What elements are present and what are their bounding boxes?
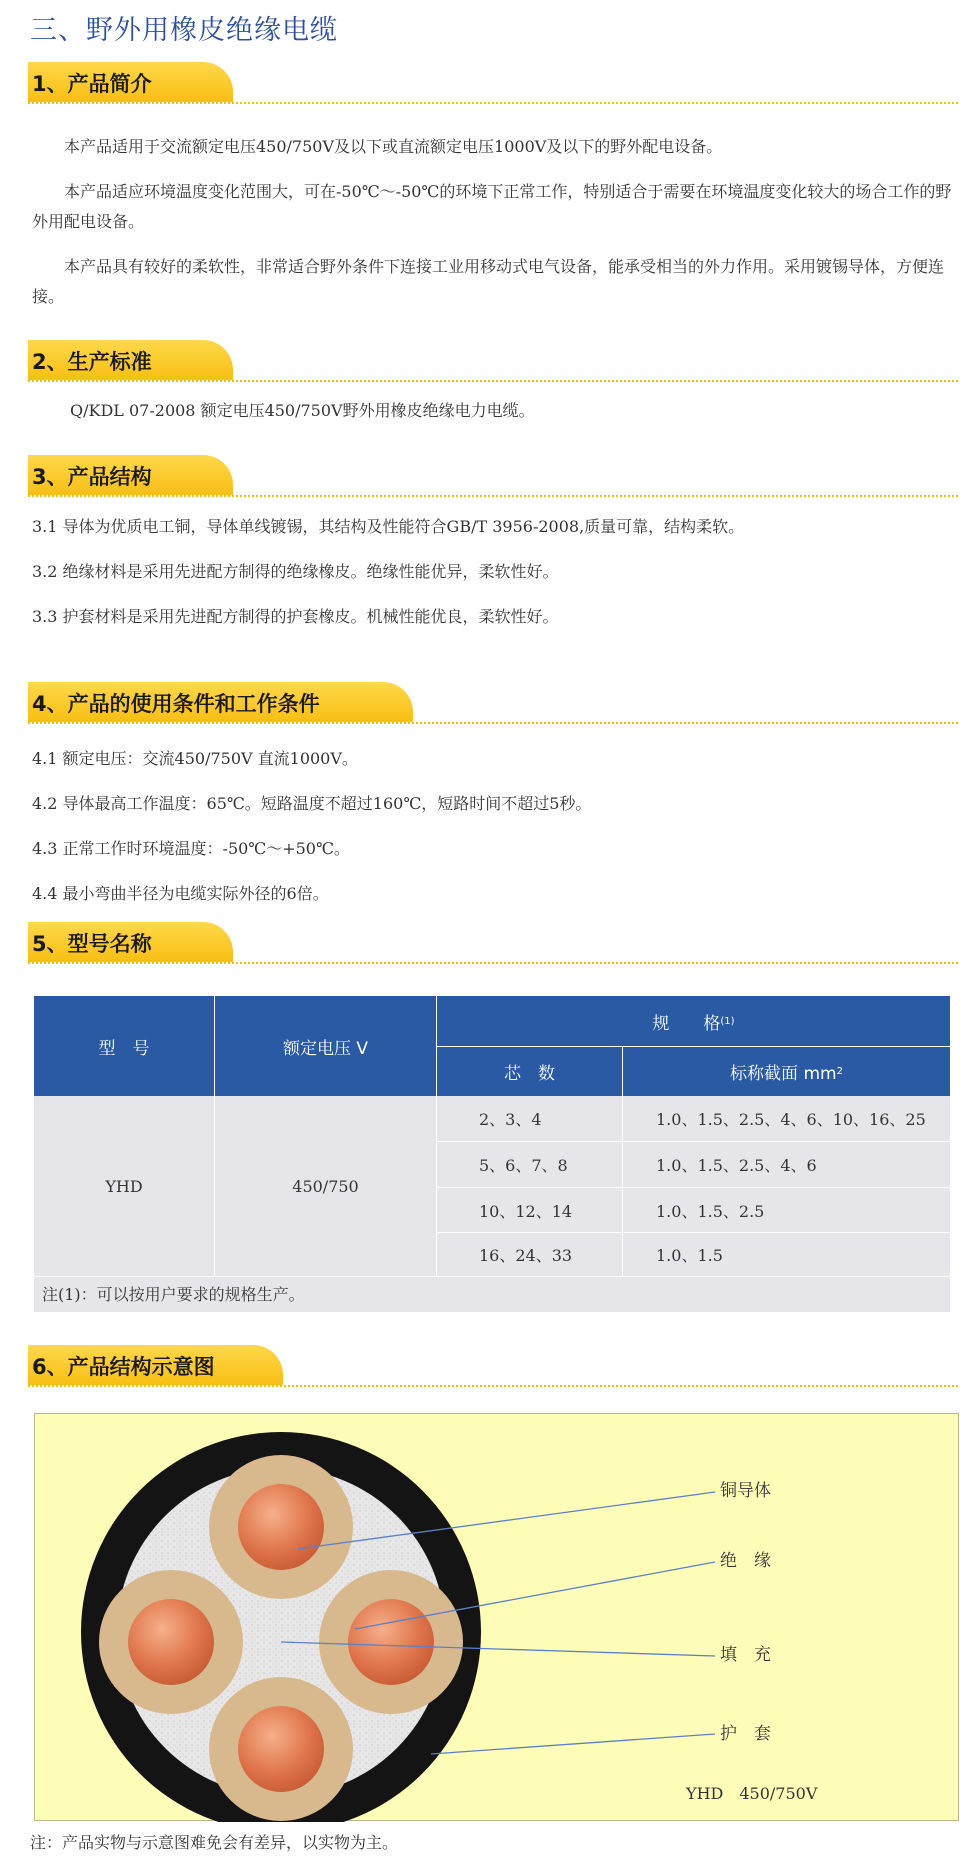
section-heading-label: 2、生产标准 [32, 350, 152, 374]
page-title: 三、野外用橡皮绝缘电缆 [30, 15, 338, 46]
label-insulation: 绝 缘 [720, 1551, 771, 1571]
section-heading-label: 5、型号名称 [32, 932, 152, 956]
table-row-cores: 2、3、4 [479, 1110, 542, 1129]
table-row-cores: 5、6、7、8 [479, 1156, 568, 1175]
standard-text: Q/KDL 07-2008 额定电压450/750V野外用橡皮绝缘电力电缆。 [70, 401, 535, 420]
section-heading-label: 3、产品结构 [32, 465, 152, 489]
structure-item-1: 3.1 导体为优质电工铜，导体单线镀锡，其结构及性能符合GB/T 3956-2008,质量可靠，结构柔软。 [32, 517, 745, 536]
structure-item-2: 3.2 绝缘材料是采用先进配方制得的绝缘橡皮。绝缘性能优异，柔软性好。 [32, 562, 559, 581]
header-section-label: 标称截面 mm [730, 1064, 837, 1084]
header-voltage: 额定电压 V [215, 996, 436, 1096]
label-model: YHD 450/750V [686, 1784, 818, 1803]
label-conductor: 铜导体 [720, 1481, 771, 1501]
cell-model: YHD [105, 1176, 143, 1196]
header-section-sup: 2 [836, 1066, 843, 1077]
cable-diagram [34, 1413, 959, 1821]
section-heading-conditions [28, 682, 958, 726]
model-table [34, 996, 950, 1312]
core-left [99, 1570, 243, 1714]
header-cores: 芯 数 [437, 1047, 622, 1096]
condition-item-4: 4.4 最小弯曲半径为电缆实际外径的6倍。 [32, 884, 329, 903]
table-row-cores: 10、12、14 [479, 1201, 573, 1221]
table-row-section: 1.0、1.5 [656, 1246, 723, 1265]
section-heading-diagram [28, 1345, 958, 1389]
section-heading-intro [28, 62, 958, 106]
section-heading-standard [28, 340, 958, 384]
intro-paragraph-1: 本产品适用于交流额定电压450/750V及以下或直流额定电压1000V及以下的野外配电设备。 [64, 137, 723, 156]
header-spec [437, 996, 950, 1046]
header-spec-sup: (1) [720, 1015, 735, 1027]
core-right [319, 1570, 463, 1714]
leader-sheath [431, 1734, 715, 1754]
cable-cross-section [35, 1414, 960, 1822]
structure-item-3: 3.3 护套材料是采用先进配方制得的护套橡皮。机械性能优良，柔软性好。 [32, 607, 559, 626]
section-heading-structure [28, 455, 958, 499]
table-row-cores: 16、24、33 [479, 1246, 573, 1265]
condition-item-1: 4.1 额定电压：交流450/750V 直流1000V。 [32, 749, 358, 768]
section-heading-label: 4、产品的使用条件和工作条件 [32, 692, 320, 716]
core-top [209, 1455, 353, 1599]
section-heading-models [28, 922, 958, 966]
table-row-section: 1.0、1.5、2.5、4、6 [656, 1156, 817, 1175]
header-section [623, 1047, 950, 1096]
table-note: 注(1)：可以按用户要求的规格生产。 [42, 1285, 305, 1304]
header-spec-label: 规 格 [652, 1013, 721, 1034]
cell-voltage: 450/750 [292, 1176, 359, 1196]
section-heading-label: 1、产品简介 [32, 72, 152, 96]
header-model: 型 号 [34, 996, 214, 1096]
table-row-section: 1.0、1.5、2.5 [656, 1201, 765, 1221]
label-sheath: 护 套 [720, 1724, 771, 1744]
label-filler: 填 充 [720, 1645, 771, 1665]
table-row-section: 1.0、1.5、2.5、4、6、10、16、25 [656, 1110, 926, 1129]
intro-paragraph-3: 本产品具有较好的柔软性，非常适合野外条件下连接工业用移动式电气设备，能承受相当的外力作用。采用镀锡导体，方便连接。 [32, 257, 945, 306]
condition-item-3: 4.3 正常工作时环境温度：-50℃～+50℃。 [32, 839, 350, 858]
intro-paragraph-2: 本产品适应环境温度变化范围大，可在-50℃～-50℃的环境下正常工作，特别适合于需要在环境温度变化较大的场合工作的野外用配电设备。 [32, 182, 952, 231]
footer-note: 注：产品实物与示意图难免会有差异，以实物为主。 [30, 1833, 399, 1852]
condition-item-2: 4.2 导体最高工作温度：65℃。短路温度不超过160℃，短路时间不超过5秒。 [32, 794, 592, 813]
section-heading-label: 6、产品结构示意图 [32, 1355, 215, 1379]
core-bottom [209, 1677, 353, 1821]
